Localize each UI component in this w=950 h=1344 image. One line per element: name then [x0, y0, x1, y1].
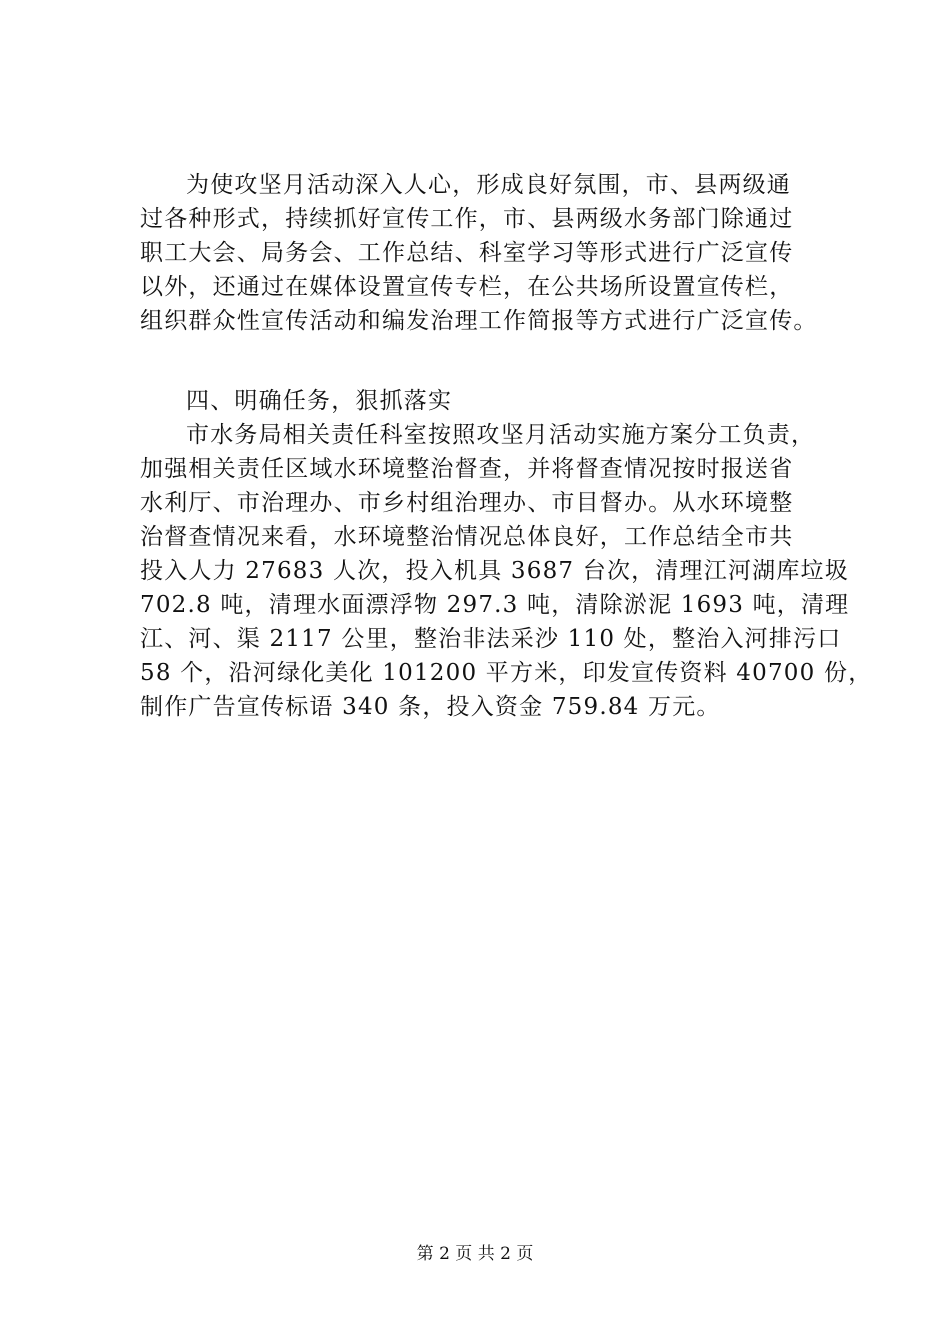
- paragraph-line: 过各种形式，持续抓好宣传工作，市、县两级水务部门除通过: [140, 206, 794, 232]
- paragraph-tasks: [140, 418, 873, 724]
- paragraph-spacer: [140, 338, 840, 384]
- paragraph-publicity: [140, 168, 840, 338]
- paragraph-line: 为使攻坚月活动深入人心，形成良好氛围，市、县两级通: [186, 172, 791, 198]
- paragraph-line: 职工大会、局务会、工作总结、科室学习等形式进行广泛宣传: [140, 240, 794, 266]
- section-heading: 四、明确任务，狠抓落实: [186, 388, 453, 414]
- paragraph-line: 组织群众性宣传活动和编发治理工作简报等方式进行广泛宣传。: [140, 308, 818, 334]
- page-number-footer: 第 2 页 共 2 页: [416, 1244, 534, 1264]
- paragraph-line: 702.8 吨，清理水面漂浮物 297.3 吨，清除淤泥 1693 吨，清理: [140, 592, 850, 618]
- paragraph-line: 治督查情况来看，水环境整治情况总体良好，工作总结全市共: [140, 524, 794, 550]
- document-body: [140, 168, 873, 724]
- paragraph-line: 制作广告宣传标语 340 条，投入资金 759.84 万元。: [140, 694, 721, 720]
- paragraph-line: 水利厅、市治理办、市乡村组治理办、市目督办。从水环境整: [140, 490, 794, 516]
- paragraph-line: 市水务局相关责任科室按照攻坚月活动实施方案分工负责，: [186, 422, 816, 448]
- paragraph-line: 江、河、渠 2117 公里，整治非法采沙 110 处，整治入河排污口: [140, 626, 842, 652]
- paragraph-line: 投入人力 27683 人次，投入机具 3687 台次，清理江河湖库垃圾: [140, 558, 849, 584]
- paragraph-line: 加强相关责任区域水环境整治督查，并将督查情况按时报送省: [140, 456, 794, 482]
- paragraph-line: 58 个，沿河绿化美化 101200 平方米，印发宣传资料 40700 份，: [140, 660, 873, 686]
- paragraph-line: 以外，还通过在媒体设置宣传专栏，在公共场所设置宣传栏，: [140, 274, 794, 300]
